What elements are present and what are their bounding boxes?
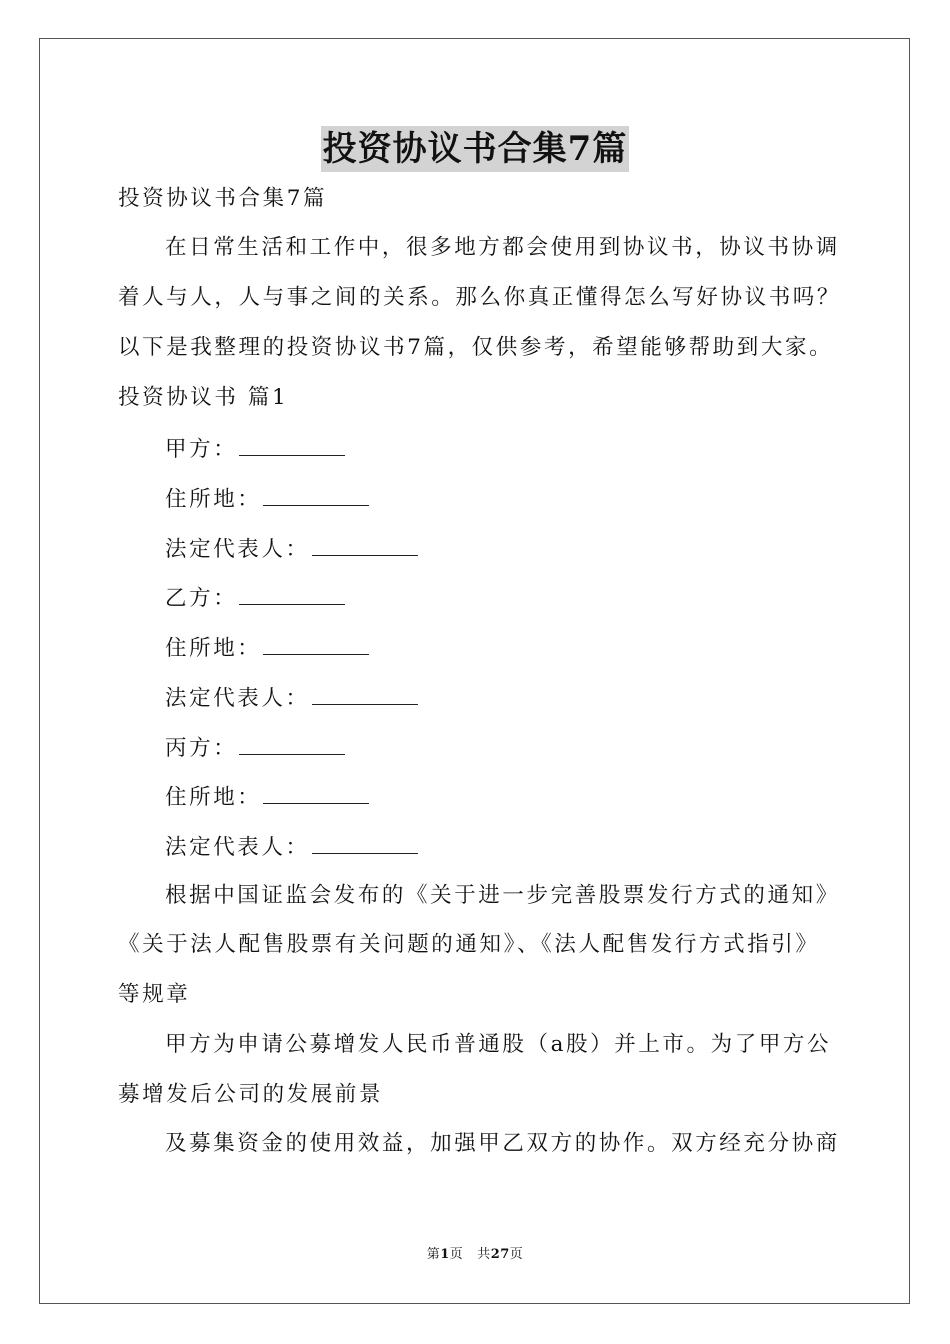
page-number: 1 [440,1247,450,1262]
intro-line-3: 以下是我整理的投资协议书7篇，仅供参考，希望能够帮助到大家。 [118,335,834,360]
party-field [165,582,345,614]
party-field [165,632,369,664]
footer-page-suffix: 页 [449,1247,464,1262]
fill-blank [239,433,345,456]
page-border [39,38,910,1304]
fill-blank [263,781,369,804]
fill-blank [312,831,418,854]
party-field [165,433,345,465]
fill-blank [312,533,418,556]
intro-line-2: 着人与人，人与事之间的关系。那么你真正懂得怎么写好协议书吗？ [118,285,842,310]
body-line: 等规章 [118,982,191,1007]
document-title: 投资协议书合集7篇 [321,126,630,172]
party-field [165,781,369,813]
footer-total-suffix: 页 [509,1247,524,1262]
party-label: 法定代表人： [165,686,310,711]
party-label: 住所地： [165,636,262,661]
party-field [165,483,369,515]
subtitle-line: 投资协议书合集7篇 [118,186,328,211]
section-heading: 投资协议书 篇1 [118,385,289,410]
party-field [165,682,418,714]
body-line: 根据中国证监会发布的《关于进一步完善股票发行方式的通知》 [165,883,840,908]
total-pages: 27 [490,1247,510,1262]
party-field [165,533,418,565]
fill-blank [263,483,369,506]
body-line: 甲方为申请公募增发人民币普通股（a股）并上市。为了甲方公 [165,1032,832,1057]
fill-blank [312,682,418,705]
party-label: 法定代表人： [165,835,310,860]
party-field [165,831,418,863]
party-label: 丙方： [165,736,238,761]
party-label: 住所地： [165,487,262,512]
party-field [165,732,345,764]
fill-blank [239,732,345,755]
footer-prefix: 第 [426,1247,441,1262]
party-label: 甲方： [165,437,238,462]
fill-blank [263,632,369,655]
party-label: 住所地： [165,785,262,810]
page-footer [0,1243,950,1262]
body-line: 《关于法人配售股票有关问题的通知》、《法人配售发行方式指引》 [118,932,820,957]
title-container [0,126,950,172]
party-label: 法定代表人： [165,537,310,562]
party-label: 乙方： [165,586,238,611]
body-line: 募增发后公司的发展前景 [118,1082,384,1107]
footer-total-prefix: 共 [477,1247,491,1262]
body-line: 及募集资金的使用效益，加强甲乙双方的协作。双方经充分协商 [165,1131,840,1156]
intro-line-1: 在日常生活和工作中，很多地方都会使用到协议书，协议书协调 [165,235,840,260]
fill-blank [239,582,345,605]
